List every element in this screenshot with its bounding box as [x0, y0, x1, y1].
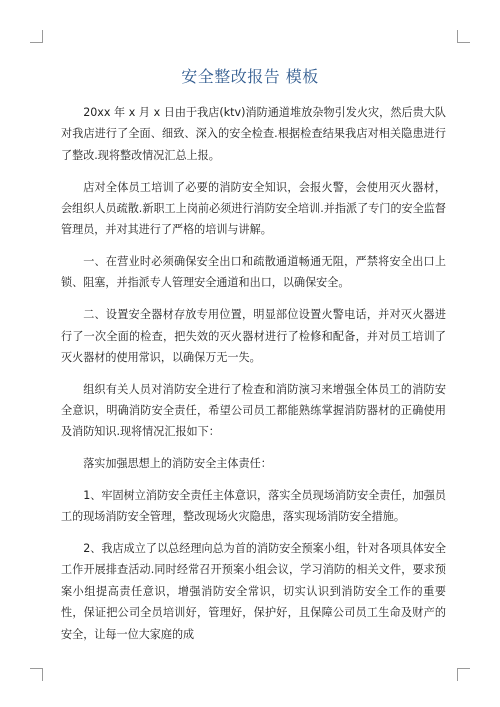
crop-mark-top-right: [457, 30, 470, 43]
paragraph-responsibility-heading: 落实加强思想上的消防安全主体责任：: [83, 457, 272, 471]
crop-mark-top-left: [30, 30, 43, 43]
crop-mark-bottom-left: [30, 668, 43, 681]
paragraph-point-1: 1、牢固树立消防安全责任主体意识，落实全员现场消防安全责任，加强员工的现场消防安全管理，整改现场火灾隐患，落实现场消防安全措施。: [61, 488, 446, 524]
paragraph-training: 店对全体员工培训了必要的消防安全知识，会报火警，会使用灭火器材，会组织人员疏散.新职工上岗前必须进行消防安全培训.并指派了专门的安全监督管理员，并对其进行了严格的培训与讲解。: [61, 180, 446, 237]
document-title: 安全整改报告 模板: [181, 67, 319, 86]
paragraph-point-2: 2、我店成立了以总经理向总为首的消防安全预案小组，针对各项具体安全工作开展排查活动.同时经常召开预案小组会议，学习消防的相关文件，要求预案小组提高责任意识，增强消防安全常识，切实认识到消防安全工作的重要性，保证把公司全员培训好，管理好，保护好，且保障公司员工生命及财产的安全，让每一位大家庭的成: [61, 541, 446, 641]
paragraph-inspection: 组织有关人员对消防安全进行了检查和消防演习来增强全体员工的消防安全意识，明确消防安全责任，希望公司员工都能熟练掌握消防器材的正确使用及消防知识.现将情况汇报如下：: [61, 382, 446, 439]
document-body: [61, 102, 446, 655]
paragraph-item-2: 二、设置安全器材存放专用位置，明显部位设置火警电话，并对灭火器进行了一次全面的检查，把失效的灭火器材进行了检修和配备，并对员工培训了灭火器材的使用常识，以确保万无一失。: [61, 308, 446, 364]
crop-mark-bottom-right: [457, 668, 470, 681]
paragraph-intro: 20xx 年 x 月 x 日由于我店(ktv)消防通道堆放杂物引发火灾，然后贵大队对我店进行了全面、细致、深入的安全检查.根据检查结果我店对相关隐患进行了整改.现将整改情况汇总上报。: [61, 106, 446, 162]
paragraph-item-1: 一、在营业时必须确保安全出口和疏散通道畅通无阻，严禁将安全出口上锁、阻塞，并指派专人管理安全通道和出口，以确保安全。: [61, 255, 446, 290]
